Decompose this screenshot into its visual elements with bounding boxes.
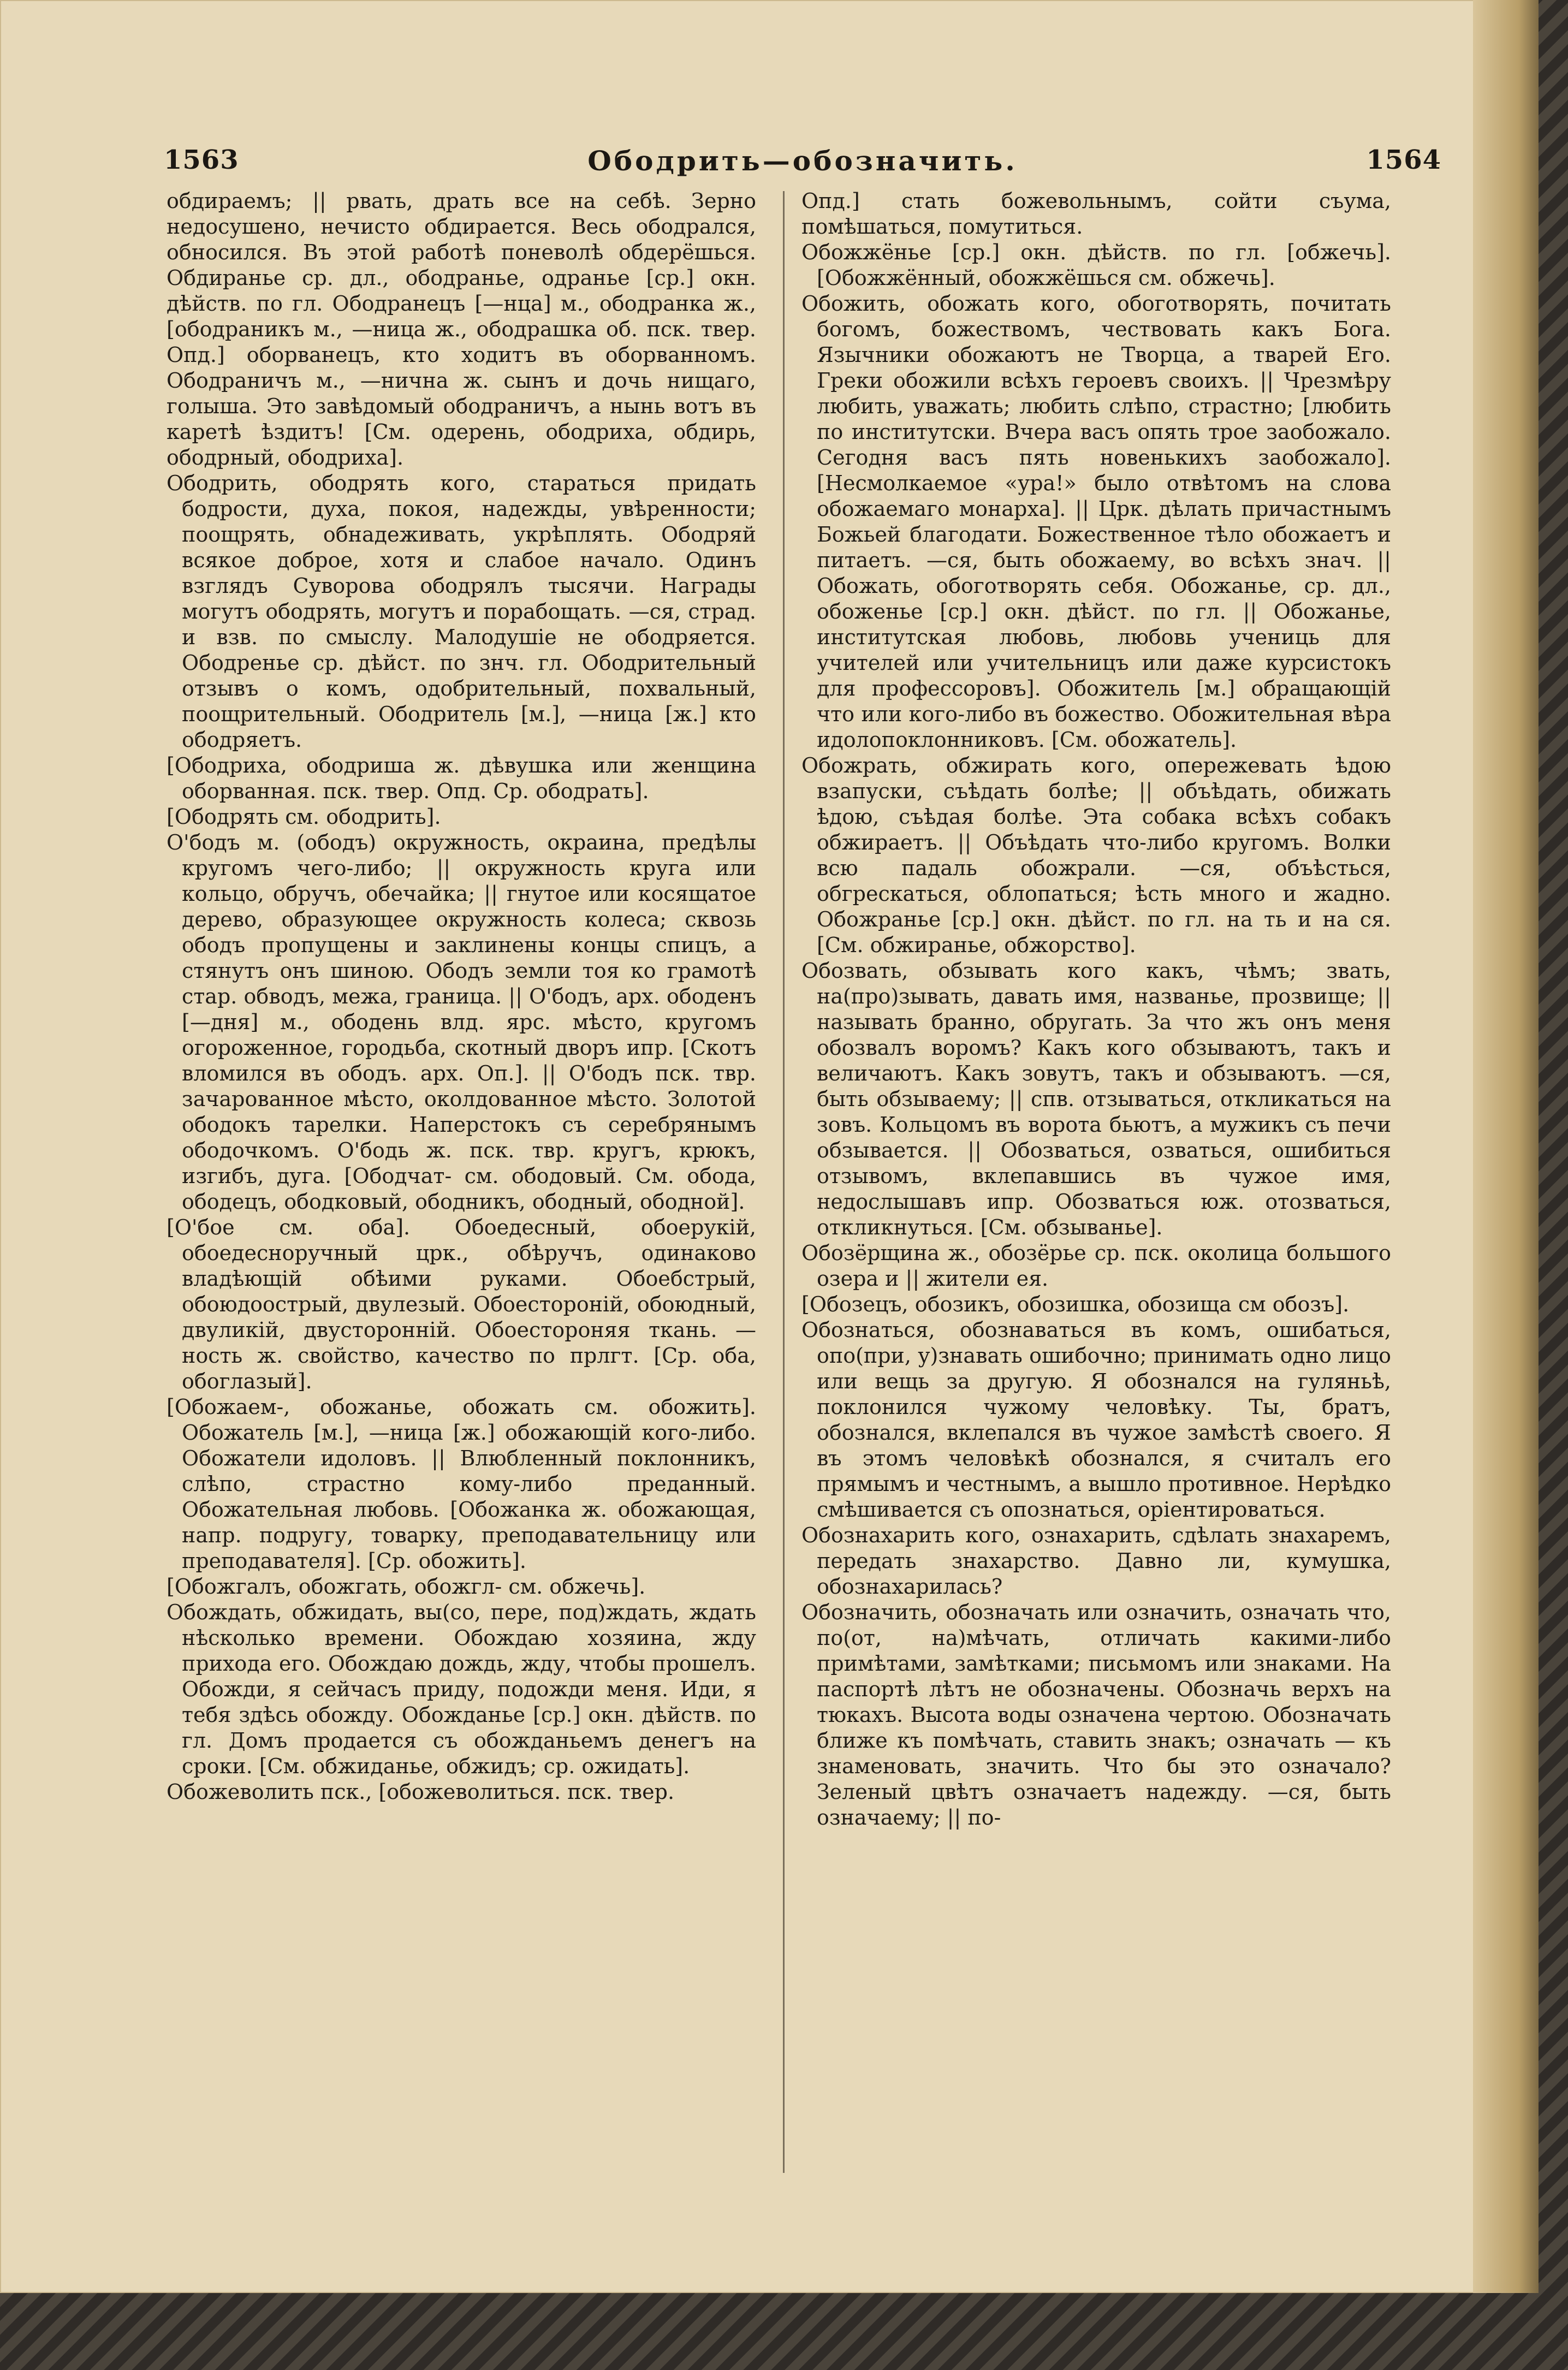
dictionary-entry: [О'бое см. оба]. Обоедесный, обоерукій, обоедесноручный црк., обѣручъ, одинаково владѣющій обѣими руками. Обоебстрый, обоюдоострый, двулезый. Обоестороній, обоюдный, двуликій, двусторонній. Обоестороняя ткань. —ность ж. свойство, качество по прлгт. [Ср. оба, обоглазый]. bbox=[167, 1215, 756, 1393]
dictionary-entry: Обозёрщина ж., обозёрье ср. пск. околица большого озера и || жители ея. bbox=[801, 1241, 1391, 1291]
right-column bbox=[801, 188, 1391, 1831]
dictionary-entry: Обожить, обожать кого, обоготворять, почитать богомъ, божествомъ, чествовать какъ Бога. Язычники обожаютъ не Творца, а тварей Его. Греки обожили всѣхъ героевъ своихъ. || Чрезмѣру любить, уважать; любить слѣпо, страстно; [любить по институтски. Вчера васъ опять трое заобожало. Сегодня васъ пять новенькихъ заобожало]. [Несмолкаемое «ура!» было отвѣтомъ на слова обожаемаго монарха]. || Црк. дѣлать причастнымъ Божьей благодати. Божественное тѣло обожаетъ и питаетъ. —ся, быть обожаему, во всѣхъ знач. || Обожать, обоготворять себя. Обожанье, ср. дл., обоженье [ср.] окн. дѣйст. по гл. || Обожанье, институтская любовь, любовь учениць для учителей или учительницъ или даже курсистокъ для профессоровъ]. Обожитель [м.] обращающій что или кого-либо въ божество. Обожительная вѣра идолопоклонниковъ. [См. обожатель]. bbox=[801, 292, 1391, 752]
page-number-right: 1564 bbox=[1366, 145, 1441, 175]
page-number-left: 1563 bbox=[164, 145, 239, 175]
running-title: Ободрить—обозначить. bbox=[587, 145, 1018, 177]
running-header bbox=[164, 145, 1441, 188]
dictionary-entry: [Обожаем-, обожанье, обожать см. обожить]. Обожатель [м.], —ница [ж.] обожающій кого-либо. Обожатели идоловъ. || Влюбленный поклонникъ, слѣпо, страстно кому-либо преданный. Обожательная любовь. [Обожанка ж. обожающая, напр. подругу, товарку, преподавательницу или преподавателя]. [Ср. обожить]. bbox=[167, 1395, 756, 1573]
dictionary-entry: Обозначить, обозначать или означить, означать что, по(от, на)мѣчать, отличать какими-либо примѣтами, замѣтками; письмомъ или знаками. На паспортѣ лѣтъ не обозначены. Обозначь верхъ на тюкахъ. Высота воды означена чертою. Обозначать ближе къ помѣчать, ставить знакъ; означать — къ знаменовать, значить. Что бы это означало? Зеленый цвѣтъ означаетъ надежду. —ся, быть означаему; || по- bbox=[801, 1600, 1391, 1830]
dictionary-entry: [Обожгалъ, обожгать, обожгл- см. обжечь]. bbox=[167, 1575, 646, 1599]
dictionary-entry: Обознаться, обознаваться въ комъ, ошибаться, опо(при, у)знавать ошибочно; принимать одно лицо или вещь за другую. Я обознался на гуляньѣ, поклонился чужому человѣку. Ты, братъ, обознался, вклепался въ чужое замѣстѣ своего. Я въ этомъ человѣкѣ обознался, я считалъ его прямымъ и честнымъ, а вышло противное. Нерѣдко смѣшивается съ опознаться, оріентироваться. bbox=[801, 1318, 1391, 1522]
left-column bbox=[167, 188, 756, 1805]
page-spine-edge bbox=[1473, 0, 1539, 2293]
dictionary-entry: Ободрить, ободрять кого, стараться придать бодрости, духа, покоя, надежды, увѣренности; поощрять, обнадеживать, укрѣплять. Ободряй всякое доброе, хотя и слабое начало. Одинъ взглядъ Суворова ободрялъ тысячи. Награды могутъ ободрять, могутъ и порабощать. —ся, страд. и взв. по смыслу. Малодушіе не ободряется. Ободренье ср. дѣйст. по знч. гл. Ободрительный отзывъ о комъ, одобрительный, похвальный, поощрительный. Ободритель [м.], —ница [ж.] кто ободряетъ. bbox=[167, 471, 756, 752]
column-divider bbox=[783, 191, 785, 2173]
dictionary-entry: Обождать, обжидать, вы(со, пере, под)ждать, ждать нѣсколько времени. Обождаю хозяина, жду прихода его. Обождаю дождь, жду, чтобы прошелъ. Обожди, я сейчасъ приду, подожди меня. Иди, я тебя здѣсь обожду. Обожданье [ср.] окн. дѣйств. по гл. Домъ продается съ обожданьемъ денегъ на сроки. [См. обжиданье, обжидъ; ср. ожидать]. bbox=[167, 1600, 756, 1778]
dictionary-entry: Обожрать, обжирать кого, опережевать ѣдою взапуски, съѣдать болѣе; || объѣдать, обижать ѣдою, съѣдая болѣе. Эта собака всѣхъ собакъ обжираетъ. || Объѣдать что-либо кругомъ. Волки всю падаль обожрали. —ся, объѣсться, обгрескаться, облопаться; ѣсть много и жадно. Обожранье [ср.] окн. дѣйст. по гл. на ть и на ся. [См. обжиранье, обжорство]. bbox=[801, 753, 1391, 957]
dictionary-entry: Опд.] стать божевольнымъ, сойти съума, помѣшаться, помутиться. bbox=[801, 189, 1391, 239]
dictionary-entry: Обознахарить кого, ознахарить, сдѣлать знахаремъ, передать знахарство. Давно ли, кумушка, обознахарилась? bbox=[801, 1523, 1391, 1599]
dictionary-entry: Обожеволить пск., [обожеволиться. пск. твер. bbox=[167, 1780, 675, 1804]
dictionary-entry: [Ободрять см. ободрить]. bbox=[167, 805, 441, 829]
dictionary-entry: обдираемъ; || рвать, драть все на себѣ. Зерно недосушено, нечисто обдирается. Весь ободрался, обносился. Въ этой работѣ поневолѣ обдерёшься. Обдиранье ср. дл., ободранье, одранье [ср.] окн. дѣйств. по гл. Ободранецъ [—нца] м., ободранка ж., [ободраникъ м., —ница ж., ободрашка об. пск. твер. Опд.] оборванецъ, кто ходитъ въ оборванномъ. Ободраничъ м., —нична ж. сынъ и дочь нищаго, голыша. Это завѣдомый ободраничъ, а нынь вотъ въ каретѣ ѣздитъ! [См. одерень, ободриха, обдирь, ободрный, ободриха]. bbox=[167, 189, 756, 470]
dictionary-entry: [Ободриха, ободриша ж. дѣвушка или женщина оборванная. пск. твер. Опд. Ср. ободрать]. bbox=[167, 753, 756, 803]
dictionary-entry: Обожжёнье [ср.] окн. дѣйств. по гл. [обжечь]. [Обожжённый, обожжёшься см. обжечь]. bbox=[801, 240, 1391, 290]
dictionary-entry: [Обозецъ, обозикъ, обозишка, обозища см обозъ]. bbox=[801, 1292, 1350, 1316]
dictionary-entry: Обозвать, обзывать кого какъ, чѣмъ; звать, на(про)зывать, давать имя, названье, прозвище; || называть бранно, обругать. За что жъ онъ меня обозвалъ воромъ? Какъ кого обзываютъ, такъ и величаютъ. Какъ зовутъ, такъ и обзываютъ. —ся, быть обзываему; || спв. отзываться, откликаться на зовъ. Кольцомъ въ ворота бьютъ, а мужикъ съ печи обзывается. || Обозваться, озваться, ошибиться отзывомъ, вклепавшись въ чужое имя, недослышавъ ипр. Обозваться юж. отозваться, откликнуться. [См. обзыванье]. bbox=[801, 959, 1391, 1239]
dictionary-entry: О'бодъ м. (ободъ) окружность, окраина, предѣлы кругомъ чего-либо; || окружность круга или кольцо, обручъ, обечайка; || гнутое или косящатое дерево, образующее окружность колеса; сквозь ободъ пропущены и заклинены концы спицъ, а стянутъ онъ шиною. Ободъ земли тоя ко грамотѣ стар. обводъ, межа, граница. || О'бодъ, арх. ободенъ [—дня] м., ободень влд. ярс. мѣсто, кругомъ огороженное, городьба, скотный дворъ ипр. [Скотъ вломился въ ободъ. арх. Оп.]. || О'бодъ пск. твр. зачарованное мѣсто, околдованное мѣсто. Золотой ободокъ тарелки. Наперстокъ съ серебрянымъ ободочкомъ. О'бодь ж. пск. твр. кругъ, крюкъ, изгибъ, дуга. [Ободчат- см. ободовый. См. обода, ободецъ, ободковый, ободникъ, ободный, ободной]. bbox=[167, 830, 756, 1214]
